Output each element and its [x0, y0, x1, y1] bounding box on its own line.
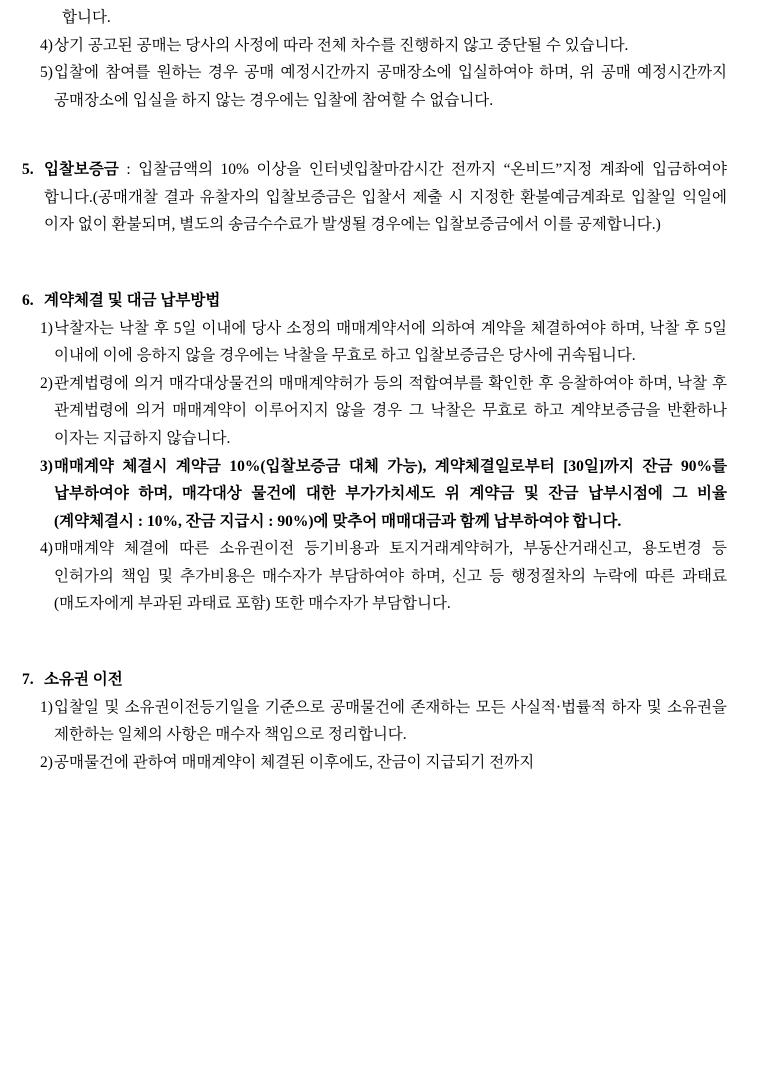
continued-sublist — [22, 32, 727, 115]
list-item — [22, 749, 727, 777]
list-marker: 4) — [40, 36, 53, 54]
section-title: 소유권 이전 — [44, 670, 123, 688]
section-lead: : 입찰금액의 10% 이상을 인터넷입찰마감시간 전까지 “온비드”지정 계좌에 입금하여야 합니다.(공매개찰 결과 유찰자의 입찰보증금은 입찰서 제출 시 지정한 환불예금계좌로 입찰일 익일에 이자 없이 환불되며, 별도의 송금수수료가 발생될 경우에는 입찰보증금에서 이를 공제합니다.) — [44, 161, 727, 234]
list-text: 상기 공고된 공매는 당사의 사정에 따라 전체 차수를 진행하지 않고 중단될 수 있습니다. — [54, 36, 629, 54]
section-5-heading — [22, 156, 727, 239]
section-6-heading — [22, 287, 727, 315]
list-item — [22, 694, 727, 749]
section-number: 7. — [22, 670, 34, 688]
section-number: 6. — [22, 292, 34, 310]
list-item — [22, 453, 727, 536]
list-text: 공매물건에 관하여 매매계약이 체결된 이후에도, 잔금이 지급되기 전까지 — [54, 753, 535, 771]
section-title: 계약체결 및 대금 납부방법 — [44, 292, 221, 310]
list-marker: 1) — [40, 698, 53, 716]
list-item — [22, 59, 727, 114]
list-text: 매매계약 체결시 계약금 10%(입찰보증금 대체 가능), 계약체결일로부터 [30일]까지 잔금 90%를 납부하여야 하며, 매각대상 물건에 대한 부가가치세도 위 계약금 및 잔금 납부시점에 그 비율(계약체결시 : 10%, 잔금 지급시 : 90%)에 맞추어 매매대금과 함께 납부하여야 합니다. — [54, 457, 727, 530]
list-item — [22, 370, 727, 453]
continuation-line: 합니다. — [62, 9, 111, 26]
spacer — [22, 618, 727, 644]
list-item — [22, 32, 727, 60]
section-6-sublist — [22, 315, 727, 618]
list-marker: 4) — [40, 540, 53, 558]
section-5 — [22, 156, 727, 239]
section-7-heading — [22, 666, 727, 694]
list-marker: 1) — [40, 319, 53, 337]
list-text: 입찰에 참여를 원하는 경우 공매 예정시간까지 공매장소에 입실하여야 하며, 위 공매 예정시간까지 공매장소에 입실을 하지 않는 경우에는 입찰에 참여할 수 없습니다. — [54, 64, 727, 109]
list-text: 매매계약 체결에 따른 소유권이전 등기비용과 토지거래계약허가, 부동산거래신고, 용도변경 등 인허가의 책임 및 추가비용은 매수자가 부담하여야 하며, 신고 등 행정절차의 누락에 따른 과태료(매도자에게 부과된 과태료 포함) 또한 매수자가 부담합니다. — [54, 540, 727, 613]
section-title: 입찰보증금 — [44, 161, 119, 179]
list-item — [22, 315, 727, 370]
list-marker: 5) — [40, 64, 53, 82]
section-7-sublist — [22, 694, 727, 777]
list-item — [22, 535, 727, 618]
list-marker: 2) — [40, 753, 53, 771]
spacer — [22, 239, 727, 265]
list-text: 낙찰자는 낙찰 후 5일 이내에 당사 소정의 매매계약서에 의하여 계약을 체결하여야 하며, 낙찰 후 5일 이내에 이에 응하지 않을 경우에는 낙찰을 무효로 하고 입찰보증금은 당사에 귀속됩니다. — [54, 319, 727, 365]
list-marker: 3) — [40, 457, 53, 475]
section-body — [44, 156, 727, 239]
list-marker: 2) — [40, 374, 53, 392]
section-6 — [22, 287, 727, 618]
list-text: 관계법령에 의거 매각대상물건의 매매계약허가 등의 적합여부를 확인한 후 응찰하여야 하며, 낙찰 후 관계법령에 의거 매매계약이 이루어지지 않을 경우 그 낙찰은 무효로 하고 계약보증금을 반환하나 이자는 지급하지 않습니다. — [54, 374, 727, 447]
section-number: 5. — [22, 161, 34, 179]
section-7 — [22, 666, 727, 776]
list-text: 입찰일 및 소유권이전등기일을 기준으로 공매물건에 존재하는 모든 사실적·법률적 하자 및 소유권을 제한하는 일체의 사항은 매수자 책임으로 정리합니다. — [54, 698, 727, 744]
spacer — [22, 114, 727, 134]
